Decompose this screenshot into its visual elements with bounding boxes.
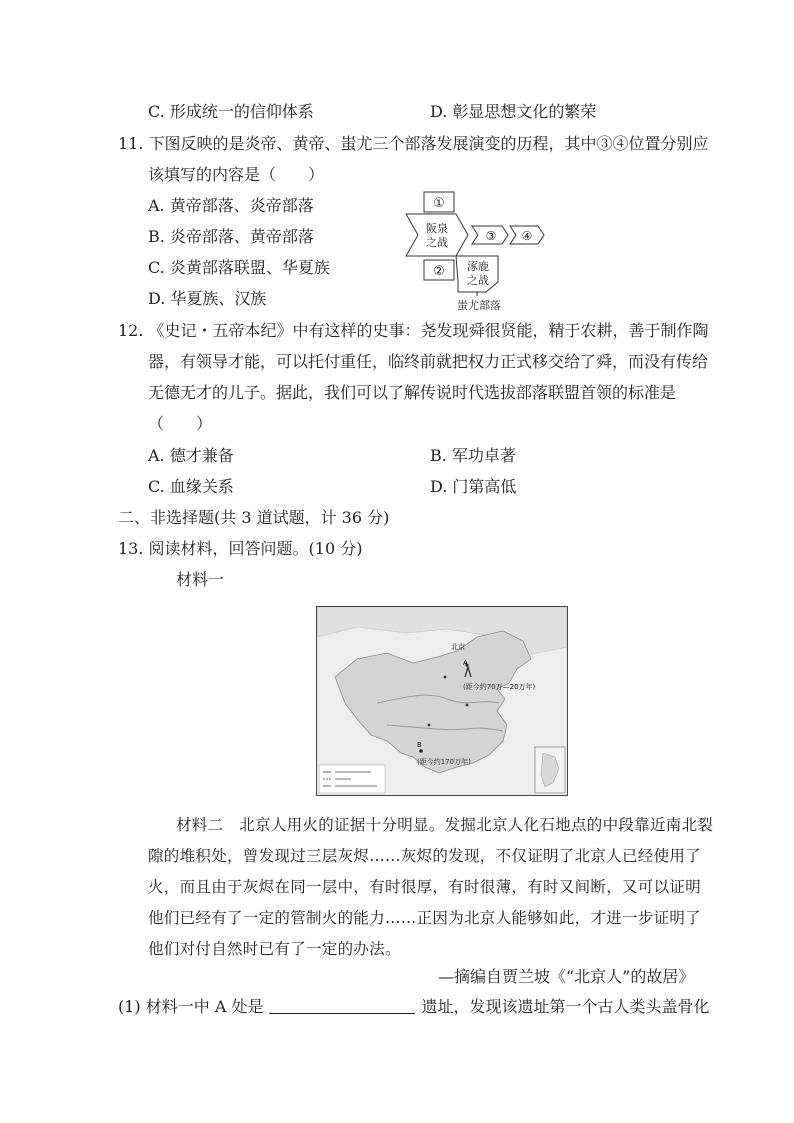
q12-option-d: D. 门第高低	[430, 477, 517, 496]
q11-option-a: A. 黄帝部落、炎帝部落	[148, 196, 314, 215]
q13-stem: 13. 阅读材料，回答问题。(10 分)	[118, 539, 363, 558]
q12-stem-line2: 器，有领导才能，可以托付重任，临终前就把权力正式移交给了舜，而没有传给	[148, 352, 709, 371]
q13-sub1-suffix: 遗址，发现该遗址第一个古人类头盖骨化	[421, 997, 710, 1016]
q10-option-d: D. 彰显思想文化的繁荣	[430, 102, 597, 121]
diagram-battle2-line1: 涿鹿	[467, 260, 489, 273]
diagram-label-1: ①	[433, 196, 445, 211]
q11-stem-line1: 11. 下图反映的是炎帝、黄帝、蚩尤三个部落发展演变的历程，其中③④位置分别应	[118, 134, 709, 153]
q11-option-d: D. 华夏族、汉族	[148, 289, 267, 308]
map-label-b: B	[417, 741, 422, 749]
q10-option-c: C. 形成统一的信仰体系	[148, 102, 314, 121]
q12-option-b: B. 军功卓著	[430, 446, 516, 465]
q11-option-c: C. 炎黄部落联盟、华夏族	[148, 258, 330, 277]
q11-option-b: B. 炎帝部落、黄帝部落	[148, 227, 314, 246]
q12-stem-line4: （ ）	[148, 414, 213, 433]
map-label-a: A	[463, 659, 468, 667]
q13-source: —摘编自贾兰坡《“北京人”的故居》	[438, 967, 695, 986]
q13-material2-line3: 火，而且由于灰烬在同一层中，有时很厚，有时很薄，有时又间断，又可以证明	[148, 878, 702, 896]
q13-material2-line2: 隙的堆积处，曾发现过三层灰烬……灰烬的发现，不仅证明了北京人已经使用了	[148, 847, 702, 865]
diagram-tribe-label: 蚩尤部落	[457, 299, 501, 312]
q12-stem-line3: 无德无才的儿子。据此，我们可以了解传说时代选拔部落联盟首领的标准是	[148, 383, 677, 402]
section2-heading: 二、非选择题(共 3 道试题，计 36 分)	[118, 508, 390, 527]
q12-option-a: A. 德才兼备	[148, 446, 234, 465]
diagram-arrow-battle1	[406, 214, 468, 256]
q13-material1-label: 材料一	[176, 570, 225, 589]
q11-stem-line2: 该填写的内容是（ ）	[148, 165, 325, 184]
q13-sub1-prefix: (1) 材料一中 A 处是	[118, 997, 264, 1016]
diagram-battle1-line1: 阪泉	[426, 222, 448, 235]
q13-material2-line1: 材料二 北京人用火的证据十分明显。发掘北京人化石地点的中段靠近南北裂	[176, 816, 714, 834]
map-label-a-date: (距今约70万—20万年)	[463, 683, 536, 691]
q12-option-c: C. 血缘关系	[148, 477, 234, 496]
q13-sub1-answer-blank[interactable]	[269, 997, 415, 1014]
diagram-battle2-line2: 之战	[467, 274, 489, 287]
map-marker-b	[419, 749, 423, 753]
diagram-battle1-line2: 之战	[426, 236, 448, 249]
q12-stem-line1: 12. 《史记・五帝本纪》中有这样的史事：尧发现舜很贤能，精于农耕，善于制作陶	[118, 321, 709, 340]
tribe-evolution-diagram	[400, 188, 550, 314]
diagram-label-3: ③	[485, 229, 497, 243]
china-map	[316, 606, 568, 796]
diagram-label-2: ②	[433, 264, 445, 279]
q13-material2-line5: 他们对付自然时已有了一定的办法。	[148, 940, 401, 958]
diagram-label-4: ④	[521, 229, 533, 243]
map-label-b-date: (距今约170万年)	[417, 758, 471, 766]
map-label-beijing: 北京	[451, 643, 465, 651]
q13-material2-line4: 他们已经有了一定的管制火的能力……正因为北京人能够如此，才进一步证明了	[148, 909, 702, 927]
q13-sub1	[118, 996, 710, 1018]
